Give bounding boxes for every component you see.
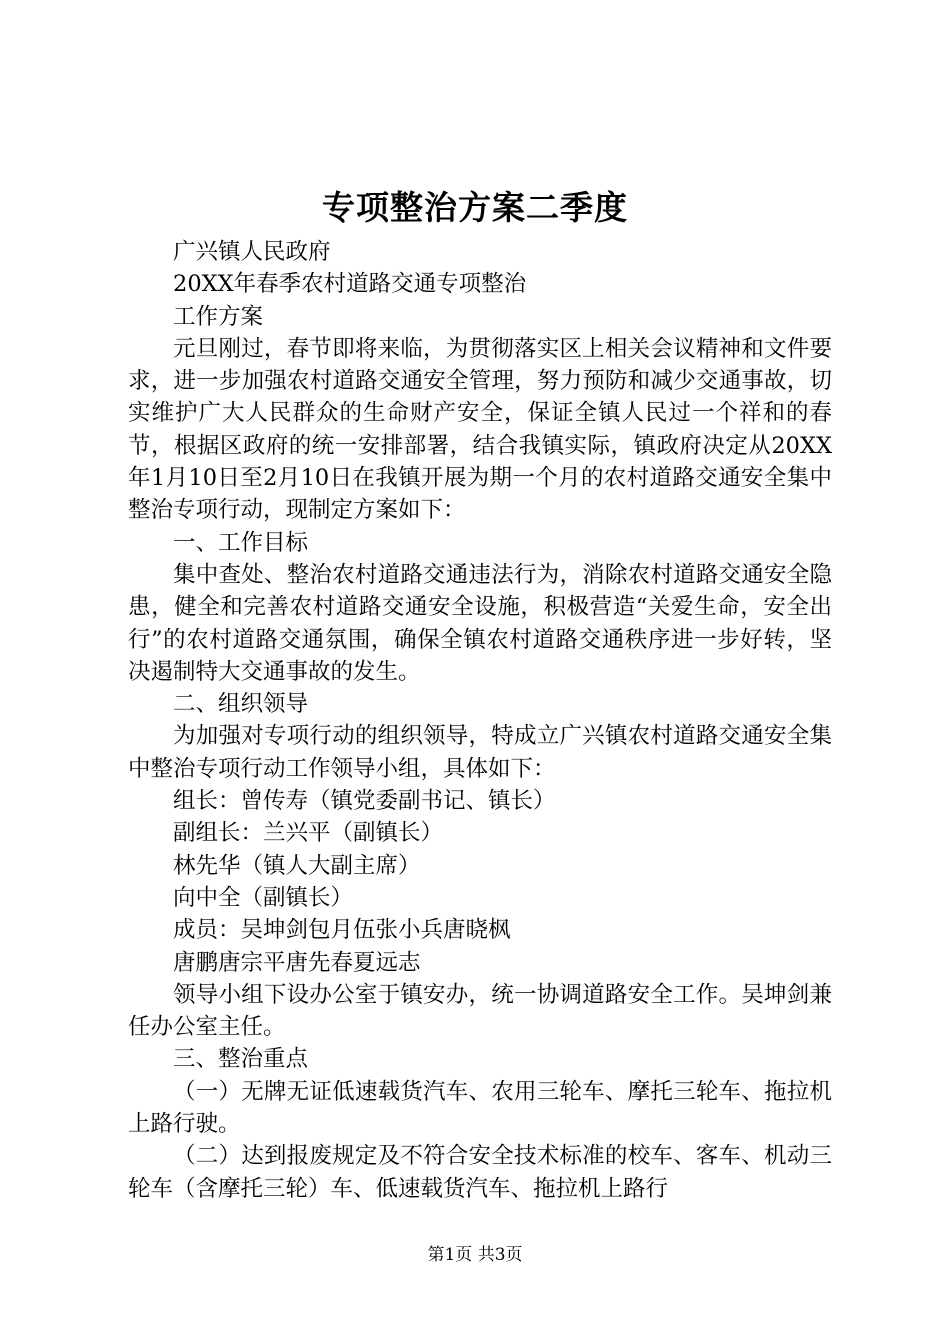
paragraph: 副组长：兰兴平（副镇长） bbox=[173, 820, 444, 847]
paragraph: 向中全（副镇长） bbox=[173, 884, 354, 911]
paragraph: （一）无牌无证低速载货汽车、农用三轮车、摩托三轮车、拖拉机上路行驶。 bbox=[128, 1078, 832, 1138]
paragraph: （二）达到报废规定及不符合安全技术标准的校车、客车、机动三轮车（含摩托三轮）车、低速载货汽车、拖拉机上路行 bbox=[128, 1143, 832, 1202]
paragraph: 领导小组下设办公室于镇安办，统一协调道路安全工作。吴坤剑兼任办公室主任。 bbox=[128, 981, 832, 1041]
paragraph: 集中查处、整治农村道路交通违法行为，消除农村道路交通安全隐患，健全和完善农村道路交通安全设施，积极营造“关爱生命，安全出行”的农村道路交通氛围，确保全镇农村道路交通秩序进一步好转，坚决遏制特大交通事故的发生。 bbox=[128, 561, 832, 685]
paragraph: 组长：曾传寿（镇党委副书记、镇长） bbox=[173, 788, 556, 815]
paragraph: 为加强对专项行动的组织领导，特成立广兴镇农村道路交通安全集中整治专项行动工作领导小组，具体如下： bbox=[128, 723, 832, 782]
paragraph: 林先华（镇人大副主席） bbox=[173, 852, 421, 879]
section-heading: 一、工作目标 bbox=[173, 529, 309, 556]
document-title: 专项整治方案二季度 bbox=[322, 188, 628, 227]
paragraph: 工作方案 bbox=[173, 303, 264, 330]
paragraph: 唐鹏唐宗平唐先春夏远志 bbox=[173, 949, 421, 976]
document-body bbox=[128, 236, 832, 1205]
section-heading: 三、整治重点 bbox=[173, 1046, 309, 1073]
page-footer: 第1页 共3页 bbox=[427, 1245, 523, 1265]
paragraph: 20XX年春季农村道路交通专项整治 bbox=[173, 271, 527, 298]
section-heading: 二、组织领导 bbox=[173, 691, 309, 718]
paragraph: 成员：吴坤剑包月伍张小兵唐晓枫 bbox=[173, 917, 511, 944]
paragraph: 广兴镇人民政府 bbox=[173, 239, 331, 265]
paragraph: 元旦刚过，春节即将来临，为贯彻落实区上相关会议精神和文件要求，进一步加强农村道路交通安全管理，努力预防和减少交通事故，切实维护广大人民群众的生命财产安全，保证全镇人民过一个祥和的春节，根据区政府的统一安排部署，结合我镇实际，镇政府决定从20XX年1月10日至2月10日在我镇开展为期一个月的农村道路交通安全集中整治专项行动，现制定方案如下： bbox=[128, 335, 832, 524]
